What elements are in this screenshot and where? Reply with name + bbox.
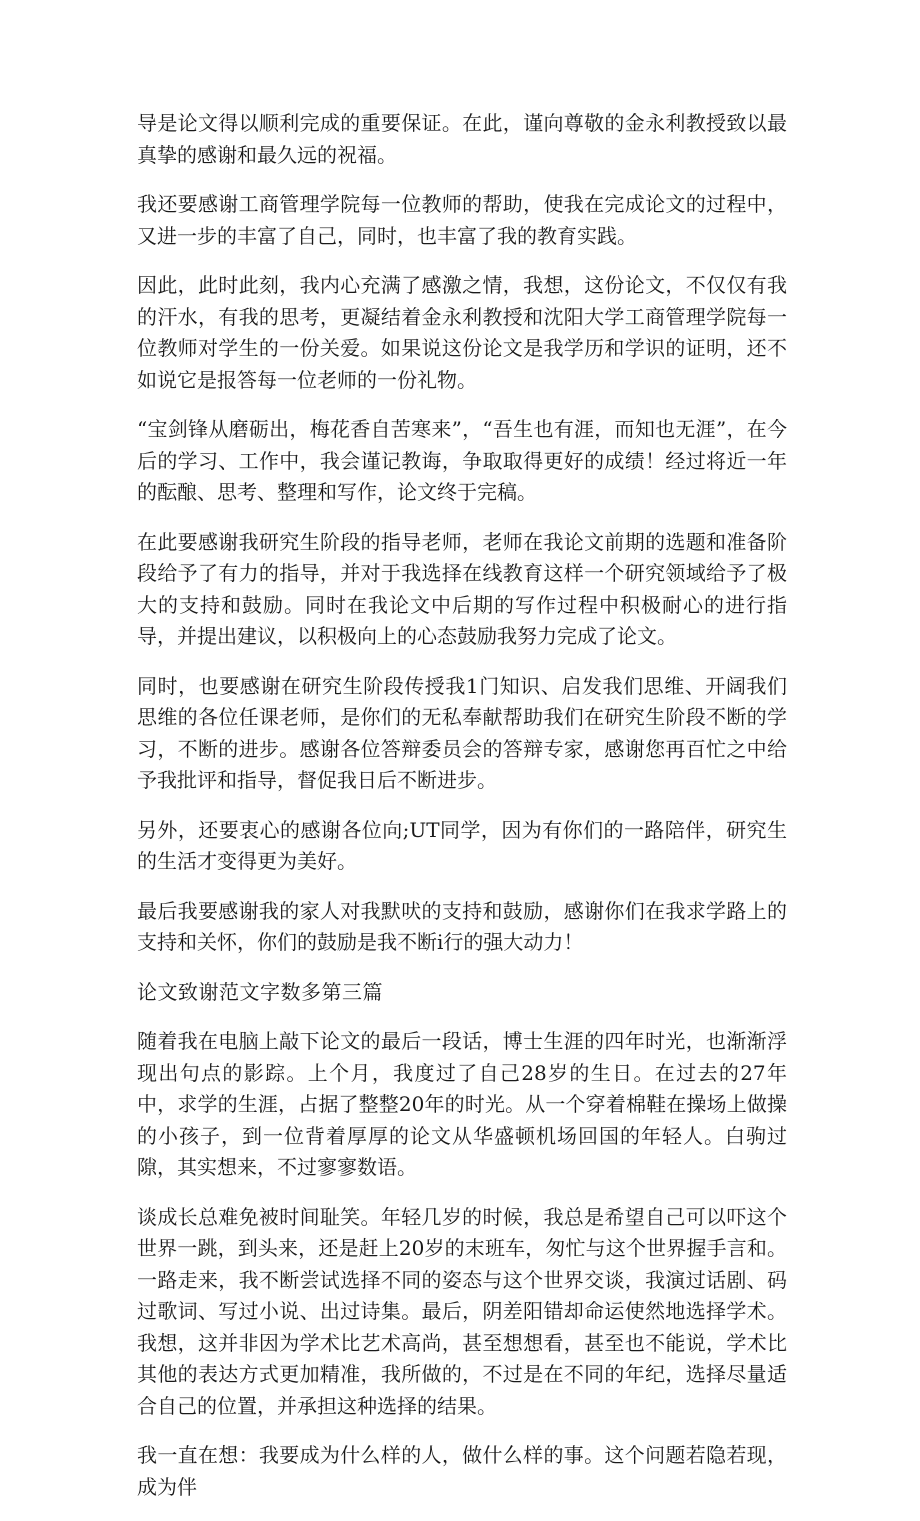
paragraph: 同时，也要感谢在研究生阶段传授我1门知识、启发我们思维、开阔我们思维的各位任课老师，是你们的无私奉献帮助我们在研究生阶段不断的学习，不断的进步。感谢各位答辩委员会的答辩专家，感谢您再百忙之中给予我批评和指导，督促我日后不断进步。 [137, 673, 787, 792]
paragraph: 导是论文得以顺利完成的重要保证。在此，谨向尊敬的金永利教授致以最真挚的感谢和最久远的祝福。 [137, 111, 787, 167]
paragraph: 因此，此时此刻，我内心充满了感激之情，我想，这份论文，不仅仅有我的汗水，有我的思考，更凝结着金永利教授和沈阳大学工商管理学院每一位教师对学生的一份关爱。如果说这份论文是我学历和学识的证明，还不如说它是报答每一位老师的一份礼物。 [137, 273, 787, 392]
paragraph: “宝剑锋从磨砺出，梅花香自苦寒来”，“吾生也有涯，而知也无涯”，在今后的学习、工作中，我会谨记教诲，争取取得更好的成绩！经过将近一年的酝酿、思考、整理和写作，论文终于完稿。 [137, 417, 787, 504]
paragraph: 随着我在电脑上敲下论文的最后一段话，博士生涯的四年时光，也渐渐浮现出句点的影踪。上个月，我度过了自己28岁的生日。在过去的27年中，求学的生涯，占据了整整20年的时光。从一个穿着棉鞋在操场上做操的小孩子，到一位背着厚厚的论文从华盛顿机场回国的年轻人。白驹过隙，其实想来，不过寥寥数语。 [137, 1029, 787, 1179]
paragraph: 在此要感谢我研究生阶段的指导老师，老师在我论文前期的选题和准备阶段给予了有力的指导，并对于我选择在线教育这样一个研究领域给予了极大的支持和鼓励。同时在我论文中后期的写作过程中积极耐心的进行指导，并提出建议，以积极向上的心态鼓励我努力完成了论文。 [137, 529, 787, 648]
paragraph: 最后我要感谢我的家人对我默吠的支持和鼓励，感谢你们在我求学路上的支持和关怀，你们的鼓励是我不断i行的强大动力！ [137, 898, 787, 954]
paragraph: 我还要感谢工商管理学院每一位教师的帮助，使我在完成论文的过程中，又进一步的丰富了自己，同时，也丰富了我的教育实践。 [137, 192, 787, 248]
paragraph: 我一直在想：我要成为什么样的人，做什么样的事。这个问题若隐若现，成为伴 [137, 1443, 787, 1499]
paragraph: 另外，还要衷心的感谢各位向;UT同学，因为有你们的一路陪伴，研究生的生活才变得更为美好。 [137, 817, 787, 873]
section-heading: 论文致谢范文字数多第三篇 [137, 979, 383, 1004]
paragraph: 谈成长总难免被时间耻笑。年轻几岁的时候，我总是希望自己可以吓这个世界一跳，到头来，还是赶上20岁的末班车，匆忙与这个世界握手言和。一路走来，我不断尝试选择不同的姿态与这个世界交谈，我演过话剧、码过歌词、写过小说、出过诗集。最后，阴差阳错却命运使然地选择学术。我想，这并非因为学术比艺术高尚，甚至想想看，甚至也不能说，学术比其他的表达方式更加精准，我所做的，不过是在不同的年纪，选择尽量适合自己的位置，并承担这种选择的结果。 [137, 1204, 787, 1418]
document-body [137, 108, 787, 1521]
